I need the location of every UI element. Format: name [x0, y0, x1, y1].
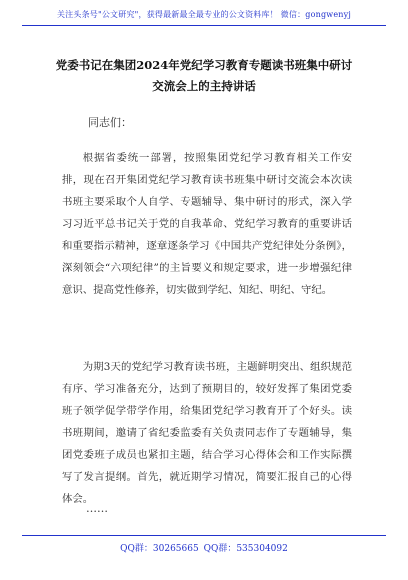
body-paragraph-2: 为期3天的党纪学习教育读书班，主题鲜明突出、组织规范有序、学习准备充分，达到了预期目的，较好发挥了集团党委班子领学促学带学作用，给集团党纪学习教育开了个好头。读书班期间，邀请了省纪委监委有关负责同志作了专题辅导，集团党委班子成员也紧扣主题，结合学习心得体会和工作实际撰写了发言提纲。首先，就近期学习情况，简要汇报自己的心得体会。 — [62, 361, 352, 505]
document-title — [40, 55, 368, 97]
salutation: 同志们： — [88, 116, 132, 129]
title-line-1: 党委书记在集团2024年党纪学习教育专题读书班集中研讨 — [55, 58, 353, 72]
title-line-2: 交流会上的主持讲话 — [152, 79, 256, 93]
header-note: 关注头条号"公文研究"，获得最新最全最专业的公文资料库！ 微信：gongwenyj — [56, 10, 352, 19]
footer-note: QQ群：30265665 QQ群：535304092 — [120, 544, 288, 554]
header-divider — [22, 25, 386, 26]
footer-divider — [22, 535, 386, 536]
ellipsis: …… — [86, 502, 108, 515]
body-paragraph-1: 根据省委统一部署，按照集团党纪学习教育相关工作安排，现在召开集团党纪学习教育读书班集中研讨交流会本次读书班主要采取个人自学、专题辅导、集中研讨的形式，深入学习习近平总书记关于党的自我革命、党纪学习教育的重要讲话和重要指示精神，逐章逐条学习《中国共产党纪律处分条例》，深刻领会“六项纪律”的主旨要义和规定要求，进一步增强纪律意识、提高党性修养，切实做到学纪、知纪、明纪、守纪。 — [62, 152, 352, 296]
